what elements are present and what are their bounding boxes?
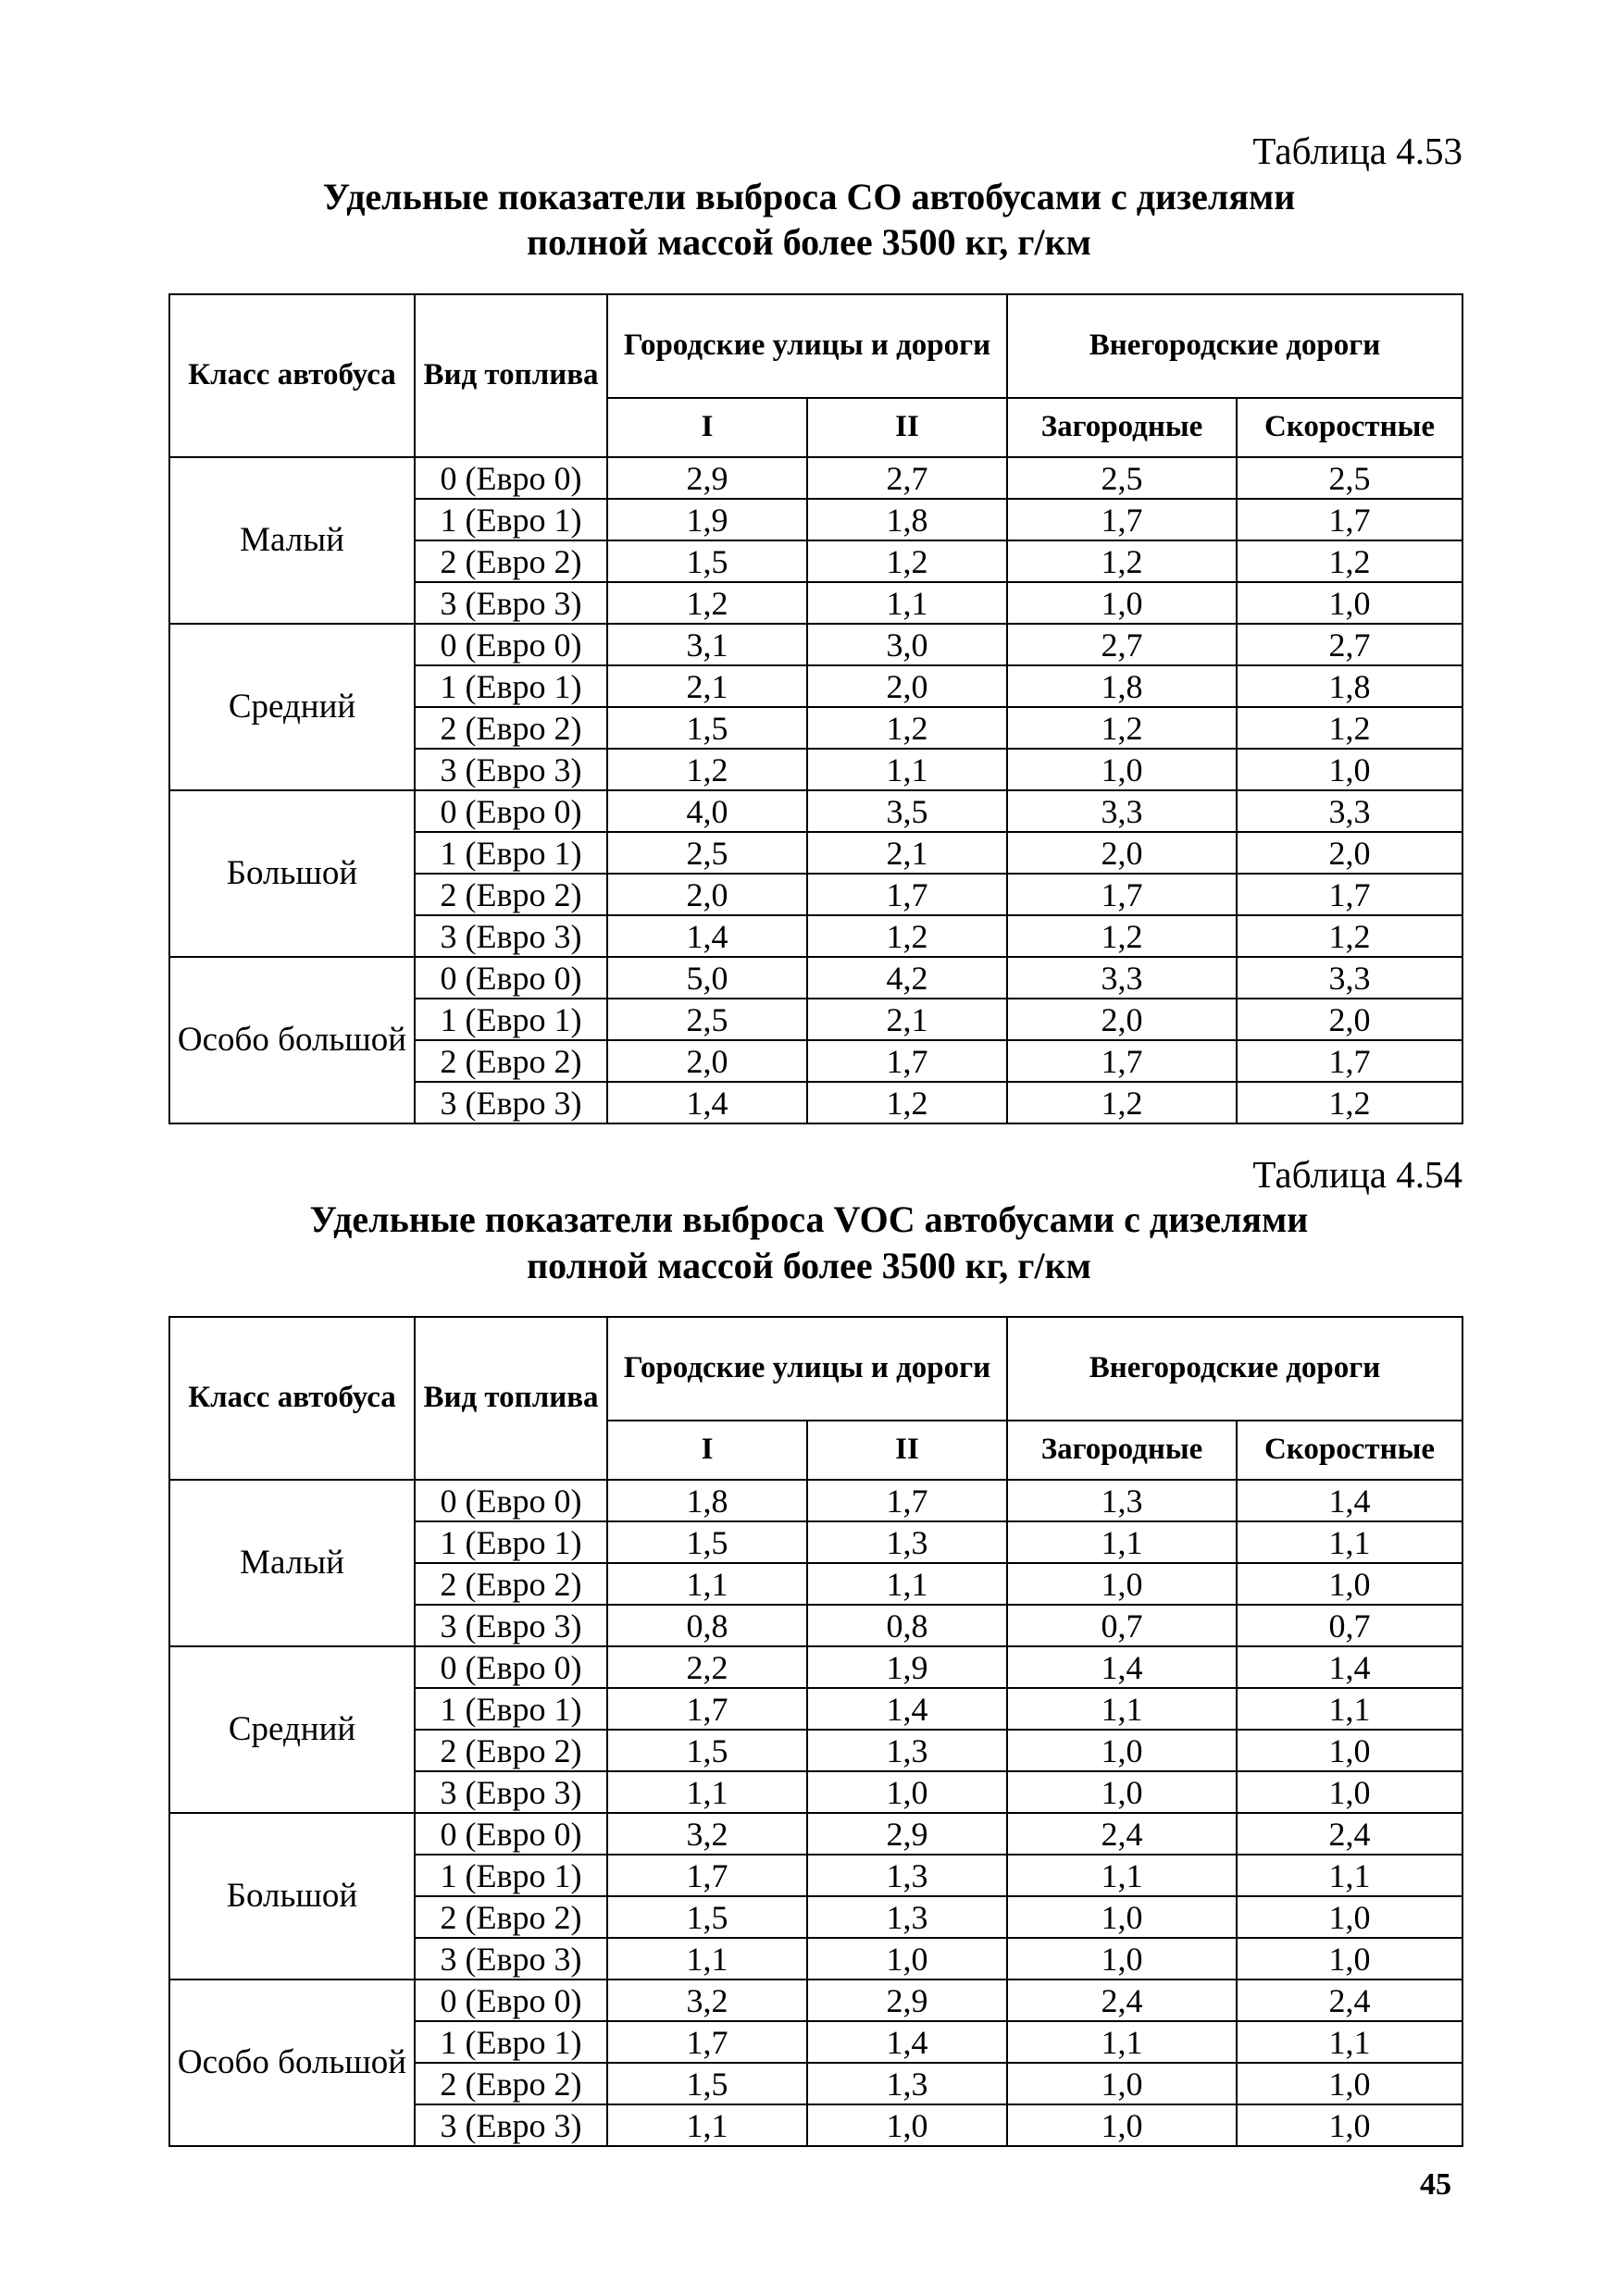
value-cell: 1,0 bbox=[1237, 2104, 1462, 2146]
value-cell: 2,5 bbox=[1237, 457, 1462, 499]
fuel-type-cell: 3 (Евро 3) bbox=[415, 915, 607, 957]
value-cell: 1,8 bbox=[1007, 665, 1237, 707]
fuel-type-cell: 3 (Евро 3) bbox=[415, 1082, 607, 1123]
value-cell: 1,2 bbox=[1007, 540, 1237, 582]
fuel-type-cell: 1 (Евро 1) bbox=[415, 665, 607, 707]
value-cell: 1,7 bbox=[607, 1855, 807, 1896]
header-bus-class: Класс автобуса bbox=[169, 294, 415, 457]
value-cell: 1,5 bbox=[607, 1521, 807, 1563]
table-title-line2: полной массой более 3500 кг, г/км bbox=[527, 221, 1091, 263]
value-cell: 1,0 bbox=[1007, 1896, 1237, 1938]
value-cell: 1,4 bbox=[807, 1688, 1007, 1730]
emission-table bbox=[168, 293, 1463, 1124]
value-cell: 2,9 bbox=[607, 457, 807, 499]
value-cell: 1,2 bbox=[807, 1082, 1007, 1123]
header-city-roads: Городские улицы и дороги bbox=[607, 1317, 1007, 1421]
value-cell: 0,7 bbox=[1237, 1605, 1462, 1646]
value-cell: 2,4 bbox=[1007, 1813, 1237, 1855]
value-cell: 1,0 bbox=[1007, 1730, 1237, 1771]
value-cell: 1,8 bbox=[607, 1480, 807, 1521]
fuel-type-cell: 2 (Евро 2) bbox=[415, 1040, 607, 1082]
header-suburban: Загородные bbox=[1007, 1421, 1237, 1480]
value-cell: 1,4 bbox=[1237, 1646, 1462, 1688]
value-cell: 2,4 bbox=[1007, 1980, 1237, 2021]
header-city-ii: II bbox=[807, 398, 1007, 457]
bus-class-cell: Средний bbox=[169, 624, 415, 790]
value-cell: 1,4 bbox=[607, 915, 807, 957]
value-cell: 1,2 bbox=[807, 540, 1007, 582]
value-cell: 1,2 bbox=[807, 707, 1007, 749]
value-cell: 1,1 bbox=[1237, 1855, 1462, 1896]
value-cell: 2,1 bbox=[607, 665, 807, 707]
fuel-type-cell: 1 (Евро 1) bbox=[415, 1688, 607, 1730]
bus-class-cell: Малый bbox=[169, 457, 415, 624]
value-cell: 1,5 bbox=[607, 2063, 807, 2104]
table-number: Таблица 4.53 bbox=[1252, 130, 1462, 172]
table-title-line2: полной массой более 3500 кг, г/км bbox=[527, 1245, 1091, 1286]
value-cell: 1,7 bbox=[1237, 1040, 1462, 1082]
value-cell: 0,8 bbox=[607, 1605, 807, 1646]
value-cell: 2,5 bbox=[1007, 457, 1237, 499]
header-express: Скоростные bbox=[1237, 398, 1462, 457]
value-cell: 1,5 bbox=[607, 540, 807, 582]
value-cell: 1,0 bbox=[1007, 1938, 1237, 1980]
header-city-ii: II bbox=[807, 1421, 1007, 1480]
fuel-type-cell: 1 (Евро 1) bbox=[415, 832, 607, 874]
value-cell: 2,5 bbox=[607, 832, 807, 874]
value-cell: 3,3 bbox=[1237, 790, 1462, 832]
header-city-i: I bbox=[607, 1421, 807, 1480]
fuel-type-cell: 1 (Евро 1) bbox=[415, 499, 607, 540]
fuel-type-cell: 2 (Евро 2) bbox=[415, 2063, 607, 2104]
value-cell: 2,9 bbox=[807, 1980, 1007, 2021]
table-row bbox=[169, 457, 1462, 499]
fuel-type-cell: 2 (Евро 2) bbox=[415, 874, 607, 915]
value-cell: 1,1 bbox=[807, 1563, 1007, 1605]
value-cell: 1,9 bbox=[607, 499, 807, 540]
table-row bbox=[169, 1646, 1462, 1688]
value-cell: 1,2 bbox=[1007, 1082, 1237, 1123]
value-cell: 1,3 bbox=[807, 1521, 1007, 1563]
value-cell: 3,3 bbox=[1007, 790, 1237, 832]
value-cell: 3,1 bbox=[607, 624, 807, 665]
header-city-i: I bbox=[607, 398, 807, 457]
value-cell: 1,2 bbox=[1237, 1082, 1462, 1123]
page-number: 45 bbox=[1420, 2167, 1451, 2202]
fuel-type-cell: 2 (Евро 2) bbox=[415, 707, 607, 749]
bus-class-cell: Большой bbox=[169, 1813, 415, 1980]
value-cell: 1,1 bbox=[607, 1771, 807, 1813]
fuel-type-cell: 1 (Евро 1) bbox=[415, 999, 607, 1040]
value-cell: 4,0 bbox=[607, 790, 807, 832]
value-cell: 1,0 bbox=[1237, 1896, 1462, 1938]
value-cell: 0,7 bbox=[1007, 1605, 1237, 1646]
value-cell: 1,7 bbox=[1237, 499, 1462, 540]
value-cell: 2,0 bbox=[607, 874, 807, 915]
value-cell: 1,1 bbox=[607, 1938, 807, 1980]
bus-class-cell: Большой bbox=[169, 790, 415, 957]
value-cell: 1,0 bbox=[1237, 1563, 1462, 1605]
fuel-type-cell: 0 (Евро 0) bbox=[415, 1813, 607, 1855]
header-fuel-type: Вид топлива bbox=[415, 294, 607, 457]
value-cell: 3,3 bbox=[1007, 957, 1237, 999]
fuel-type-cell: 3 (Евро 3) bbox=[415, 1771, 607, 1813]
value-cell: 2,1 bbox=[807, 832, 1007, 874]
header-express: Скоростные bbox=[1237, 1421, 1462, 1480]
fuel-type-cell: 0 (Евро 0) bbox=[415, 1980, 607, 2021]
header-bus-class: Класс автобуса bbox=[169, 1317, 415, 1480]
value-cell: 1,1 bbox=[607, 2104, 807, 2146]
table-row bbox=[169, 1480, 1462, 1521]
fuel-type-cell: 2 (Евро 2) bbox=[415, 1730, 607, 1771]
value-cell: 1,1 bbox=[1007, 1855, 1237, 1896]
value-cell: 1,0 bbox=[1237, 1771, 1462, 1813]
value-cell: 3,2 bbox=[607, 1813, 807, 1855]
value-cell: 1,0 bbox=[1007, 1771, 1237, 1813]
value-cell: 1,2 bbox=[1237, 915, 1462, 957]
value-cell: 2,0 bbox=[807, 665, 1007, 707]
value-cell: 2,0 bbox=[1237, 832, 1462, 874]
value-cell: 1,1 bbox=[807, 582, 1007, 624]
value-cell: 2,0 bbox=[607, 1040, 807, 1082]
value-cell: 1,2 bbox=[607, 749, 807, 790]
header-suburban: Загородные bbox=[1007, 398, 1237, 457]
value-cell: 1,0 bbox=[1237, 1730, 1462, 1771]
value-cell: 2,4 bbox=[1237, 1980, 1462, 2021]
table-number: Таблица 4.54 bbox=[1252, 1153, 1462, 1196]
value-cell: 2,7 bbox=[807, 457, 1007, 499]
fuel-type-cell: 0 (Евро 0) bbox=[415, 1646, 607, 1688]
value-cell: 1,7 bbox=[1007, 874, 1237, 915]
bus-class-cell: Средний bbox=[169, 1646, 415, 1813]
fuel-type-cell: 3 (Евро 3) bbox=[415, 1938, 607, 1980]
table-row bbox=[169, 957, 1462, 999]
table-row bbox=[169, 1813, 1462, 1855]
fuel-type-cell: 0 (Евро 0) bbox=[415, 457, 607, 499]
value-cell: 1,4 bbox=[1237, 1480, 1462, 1521]
fuel-type-cell: 1 (Евро 1) bbox=[415, 1855, 607, 1896]
value-cell: 1,0 bbox=[807, 1938, 1007, 1980]
value-cell: 1,1 bbox=[607, 1563, 807, 1605]
fuel-type-cell: 3 (Евро 3) bbox=[415, 582, 607, 624]
value-cell: 2,0 bbox=[1237, 999, 1462, 1040]
fuel-type-cell: 2 (Евро 2) bbox=[415, 1896, 607, 1938]
bus-class-cell: Особо большой bbox=[169, 1980, 415, 2146]
value-cell: 3,5 bbox=[807, 790, 1007, 832]
value-cell: 1,8 bbox=[1237, 665, 1462, 707]
value-cell: 2,2 bbox=[607, 1646, 807, 1688]
emission-table bbox=[168, 1316, 1463, 2147]
value-cell: 1,3 bbox=[807, 1896, 1007, 1938]
value-cell: 1,2 bbox=[1007, 915, 1237, 957]
value-cell: 1,0 bbox=[1237, 749, 1462, 790]
value-cell: 1,0 bbox=[1007, 2063, 1237, 2104]
value-cell: 2,9 bbox=[807, 1813, 1007, 1855]
value-cell: 1,7 bbox=[607, 2021, 807, 2063]
value-cell: 1,3 bbox=[1007, 1480, 1237, 1521]
value-cell: 1,2 bbox=[1237, 707, 1462, 749]
value-cell: 1,7 bbox=[1237, 874, 1462, 915]
table-title-line1: Удельные показатели выброса СО автобусами с дизелями bbox=[322, 176, 1296, 217]
value-cell: 1,5 bbox=[607, 707, 807, 749]
fuel-type-cell: 3 (Евро 3) bbox=[415, 749, 607, 790]
table-row bbox=[169, 624, 1462, 665]
bus-class-cell: Малый bbox=[169, 1480, 415, 1646]
header-outcity-roads: Внегородские дороги bbox=[1007, 294, 1462, 398]
value-cell: 3,3 bbox=[1237, 957, 1462, 999]
value-cell: 1,1 bbox=[1237, 1521, 1462, 1563]
value-cell: 0,8 bbox=[807, 1605, 1007, 1646]
bus-class-cell: Особо большой bbox=[169, 957, 415, 1123]
fuel-type-cell: 0 (Евро 0) bbox=[415, 790, 607, 832]
value-cell: 1,4 bbox=[1007, 1646, 1237, 1688]
header-fuel-type: Вид топлива bbox=[415, 1317, 607, 1480]
value-cell: 1,5 bbox=[607, 1730, 807, 1771]
table-row bbox=[169, 790, 1462, 832]
value-cell: 1,0 bbox=[1007, 1563, 1237, 1605]
value-cell: 2,0 bbox=[1007, 999, 1237, 1040]
value-cell: 1,3 bbox=[807, 2063, 1007, 2104]
value-cell: 2,4 bbox=[1237, 1813, 1462, 1855]
fuel-type-cell: 0 (Евро 0) bbox=[415, 957, 607, 999]
value-cell: 1,4 bbox=[607, 1082, 807, 1123]
value-cell: 1,3 bbox=[807, 1730, 1007, 1771]
value-cell: 1,0 bbox=[1237, 2063, 1462, 2104]
value-cell: 1,2 bbox=[607, 582, 807, 624]
value-cell: 5,0 bbox=[607, 957, 807, 999]
value-cell: 1,3 bbox=[807, 1855, 1007, 1896]
value-cell: 1,2 bbox=[807, 915, 1007, 957]
fuel-type-cell: 1 (Евро 1) bbox=[415, 2021, 607, 2063]
value-cell: 1,7 bbox=[807, 1480, 1007, 1521]
value-cell: 1,0 bbox=[1237, 1938, 1462, 1980]
header-outcity-roads: Внегородские дороги bbox=[1007, 1317, 1462, 1421]
value-cell: 1,7 bbox=[807, 1040, 1007, 1082]
header-city-roads: Городские улицы и дороги bbox=[607, 294, 1007, 398]
value-cell: 1,0 bbox=[807, 2104, 1007, 2146]
value-cell: 1,7 bbox=[807, 874, 1007, 915]
value-cell: 1,0 bbox=[1007, 2104, 1237, 2146]
value-cell: 1,1 bbox=[1237, 1688, 1462, 1730]
value-cell: 2,7 bbox=[1007, 624, 1237, 665]
value-cell: 1,2 bbox=[1237, 540, 1462, 582]
value-cell: 1,5 bbox=[607, 1896, 807, 1938]
value-cell: 1,1 bbox=[1237, 2021, 1462, 2063]
value-cell: 2,5 bbox=[607, 999, 807, 1040]
value-cell: 1,9 bbox=[807, 1646, 1007, 1688]
fuel-type-cell: 0 (Евро 0) bbox=[415, 624, 607, 665]
value-cell: 1,0 bbox=[807, 1771, 1007, 1813]
value-cell: 1,7 bbox=[1007, 1040, 1237, 1082]
value-cell: 1,7 bbox=[607, 1688, 807, 1730]
fuel-type-cell: 0 (Евро 0) bbox=[415, 1480, 607, 1521]
value-cell: 2,0 bbox=[1007, 832, 1237, 874]
value-cell: 1,0 bbox=[1237, 582, 1462, 624]
value-cell: 1,0 bbox=[1007, 582, 1237, 624]
value-cell: 1,1 bbox=[1007, 1521, 1237, 1563]
value-cell: 2,1 bbox=[807, 999, 1007, 1040]
fuel-type-cell: 3 (Евро 3) bbox=[415, 2104, 607, 2146]
fuel-type-cell: 3 (Евро 3) bbox=[415, 1605, 607, 1646]
value-cell: 3,2 bbox=[607, 1980, 807, 2021]
value-cell: 1,4 bbox=[807, 2021, 1007, 2063]
value-cell: 1,8 bbox=[807, 499, 1007, 540]
fuel-type-cell: 1 (Евро 1) bbox=[415, 1521, 607, 1563]
fuel-type-cell: 2 (Евро 2) bbox=[415, 540, 607, 582]
value-cell: 3,0 bbox=[807, 624, 1007, 665]
table-row bbox=[169, 1980, 1462, 2021]
value-cell: 1,0 bbox=[1007, 749, 1237, 790]
value-cell: 1,1 bbox=[1007, 2021, 1237, 2063]
value-cell: 1,7 bbox=[1007, 499, 1237, 540]
table-title-line1: Удельные показатели выброса VOC автобусами с дизелями bbox=[309, 1198, 1309, 1240]
value-cell: 4,2 bbox=[807, 957, 1007, 999]
value-cell: 2,7 bbox=[1237, 624, 1462, 665]
value-cell: 1,1 bbox=[807, 749, 1007, 790]
fuel-type-cell: 2 (Евро 2) bbox=[415, 1563, 607, 1605]
value-cell: 1,1 bbox=[1007, 1688, 1237, 1730]
value-cell: 1,2 bbox=[1007, 707, 1237, 749]
